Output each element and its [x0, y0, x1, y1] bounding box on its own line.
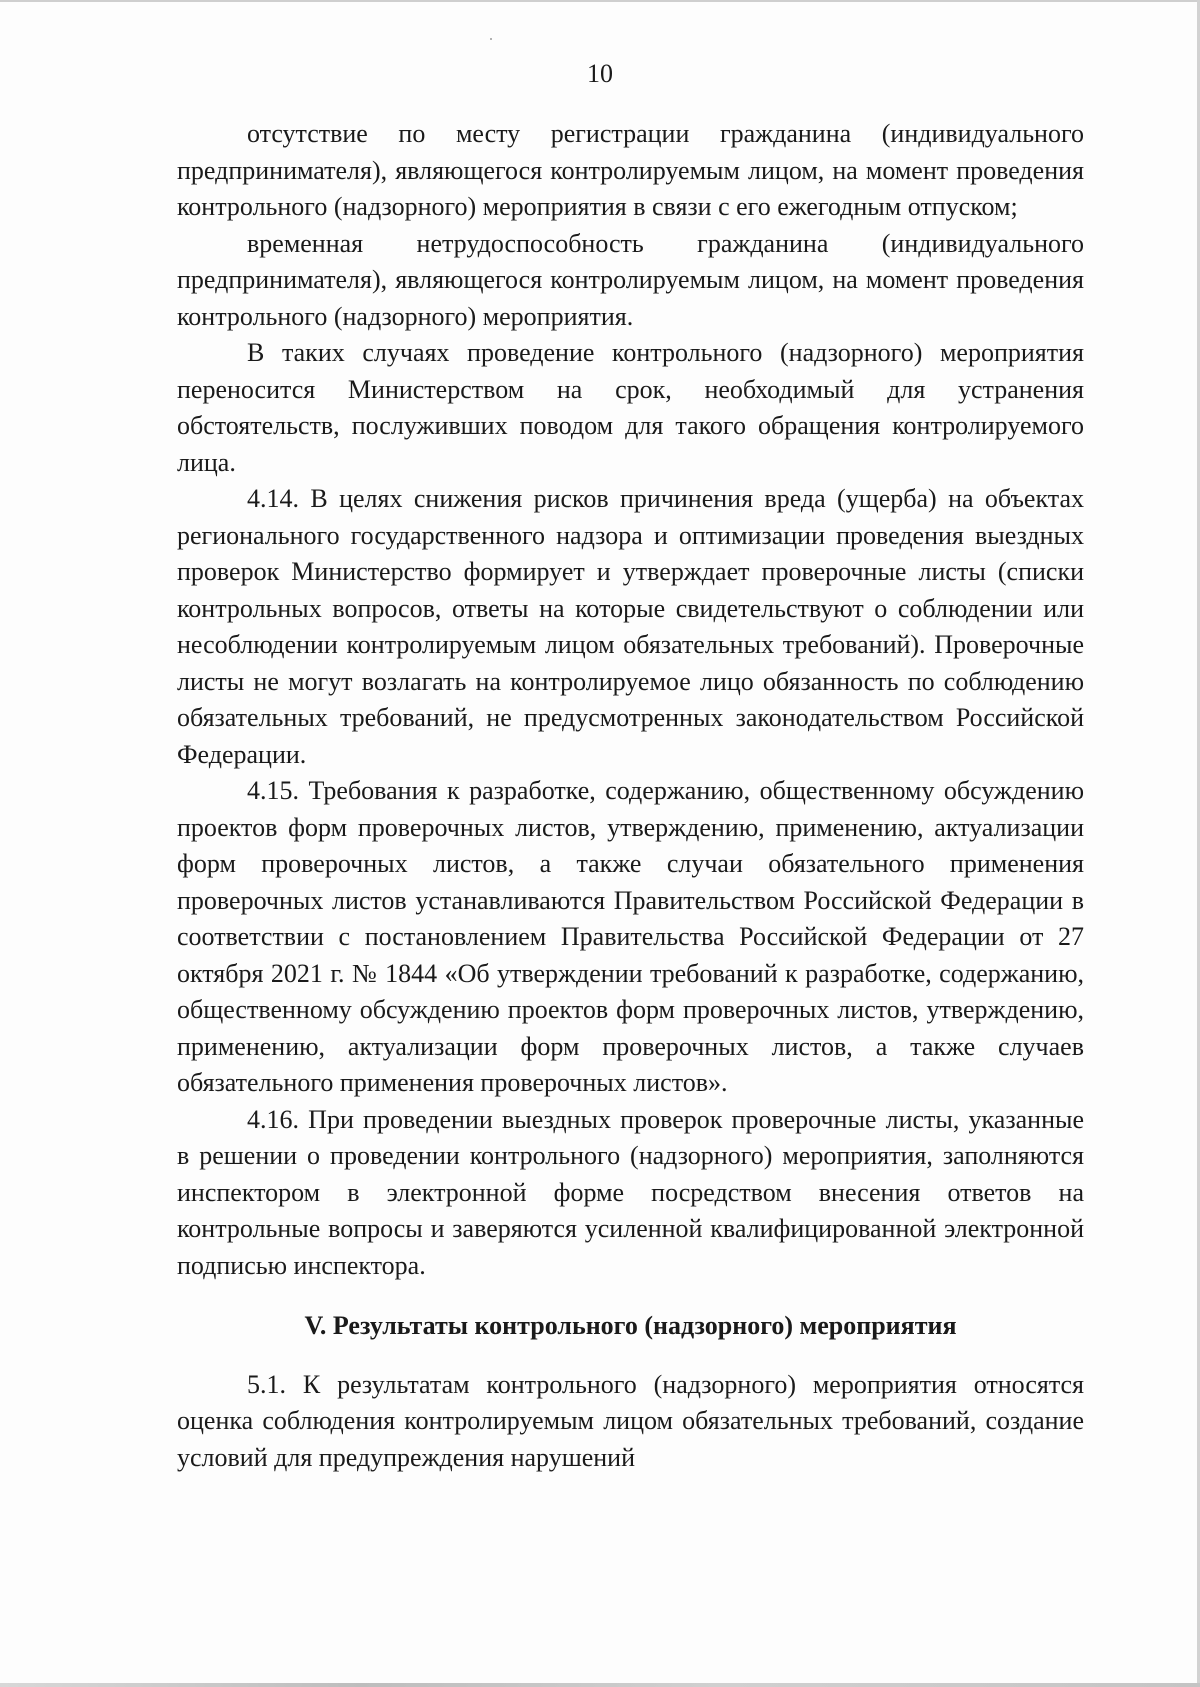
document-body	[177, 116, 1084, 1476]
page-number: 10	[587, 59, 613, 88]
paragraph-disability: временная нетрудоспособность гражданина (индивидуального предпринимателя), являющегося контролируемым лицом, на момент проведения контрольного (надзорного) мероприятия.	[177, 228, 1084, 331]
paragraph-5-1: 5.1. К результатам контрольного (надзорного) мероприятия относятся оценка соблюдения контролируемым лицом обязательных требований, создание условий для предупреждения нарушений	[177, 1369, 1084, 1472]
paragraph-4-16: 4.16. При проведении выездных проверок проверочные листы, указанные в решении о проведении контрольного (надзорного) мероприятия, заполняются инспектором в электронной форме посредством внесения ответов на контрольные вопросы и заверяются усиленной квалифицированной электронной подписью инспектора.	[177, 1104, 1084, 1280]
paragraph-postponement: В таких случаях проведение контрольного (надзорного) мероприятия переносится Министерством на срок, необходимый для устранения обстоятельств, послуживших поводом для такого обращения контролируемого лица.	[177, 338, 1084, 477]
paragraph-absence: отсутствие по месту регистрации гражданина (индивидуального предпринимателя), являющегося контролируемым лицом, на момент проведения контрольного (надзорного) мероприятия в связи с его ежегодным отпуском;	[177, 119, 1084, 221]
paragraph-4-14: 4.14. В целях снижения рисков причинения вреда (ущерба) на объектах регионального государственного надзора и оптимизации проведения выездных проверок Министерство формирует и утверждает проверочные листы (списки контрольных вопросов, ответы на которые свидетельствуют о соблюдении или несоблюдении контролируемым лицом обязательных требований). Проверочные листы не могут возлагать на контролируемое лицо обязанность по соблюдению обязательных требований, не предусмотренных законодательством Российской Федерации.	[177, 484, 1084, 769]
scan-edge-bottom	[0, 1683, 1200, 1687]
section-heading-v: V. Результаты контрольного (надзорного) мероприятия	[304, 1311, 957, 1340]
scan-edge-top	[0, 0, 1200, 2]
scan-speck	[490, 38, 492, 40]
paragraph-4-15: 4.15. Требования к разработке, содержанию, общественному обсуждению проектов форм проверочных листов, утверждению, применению, актуализации форм проверочных листов, а также случаи обязательного применения проверочных листов устанавливаются Правительством Российской Федерации в соответствии с постановлением Правительства Российской Федерации от 27 октября 2021 г. № 1844 «Об утверждении требований к разработке, содержанию, общественному обсуждению проектов форм проверочных листов, утверждению, применению, актуализации форм проверочных листов, а также случаев обязательного применения проверочных листов».	[177, 776, 1084, 1097]
